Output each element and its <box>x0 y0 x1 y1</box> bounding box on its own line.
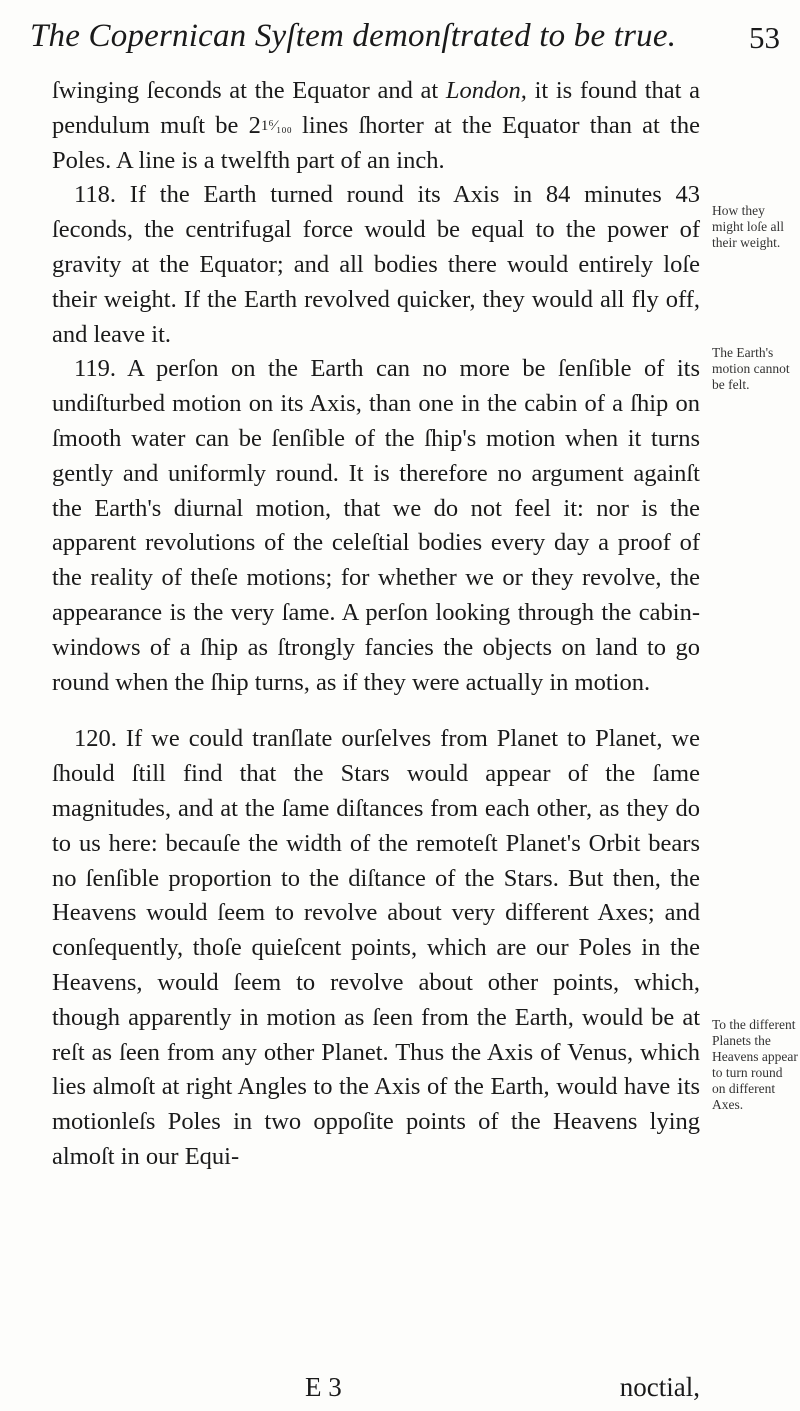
text-run: lines ſhorter at the Equator than at the Poles. A line is a twelfth part of an inch. <box>52 111 700 174</box>
main-text-column <box>52 74 700 1175</box>
margin-note-weight: How they might loſe all their weight. <box>712 203 784 250</box>
page-number: 53 <box>749 20 780 55</box>
fraction: 1⁶⁄₁₀₀ <box>260 117 292 134</box>
paragraph-continuation <box>52 74 700 178</box>
paragraph-118: 118. If the Earth turned round its Axis in 84 minutes 43 ſeconds, the centrifugal force would be equal to the power of gravity at the Equator; and all bodies there would entirely loſe their weight. If the Earth revolved quicker, they would all fly off, and leave it. <box>52 181 700 348</box>
page-header <box>30 12 780 62</box>
paragraph-120: 120. If we could tranſlate ourſelves from Planet to Planet, we ſhould ſtill find that the Stars would appear of the ſame magnitudes, and at the ſame diſtances from each other, as they do to us here: becauſe the width of the remoteſt Planet's Orbit bears no ſenſible proportion to the diſtance of the Stars. But then, the Heavens would ſeem to revolve about very different Axes; and conſequently, thoſe quieſcent points, which are our Poles in the Heavens, would ſeem to revolve about other points, which, though apparently in motion as ſeen from the Earth, would be at reſt as ſeen from any other Planet. Thus the Axis of Venus, which lies almoſt at right Angles to the Axis of the Earth, would have its motionleſs Poles in two oppoſite points of the Heavens lying almoſt in our Equi- <box>52 725 700 1170</box>
paragraph-gap <box>52 700 700 722</box>
place-name-london: London, <box>445 77 527 104</box>
signature-mark: E 3 <box>305 1372 342 1402</box>
paragraph-119: 119. A perſon on the Earth can no more be ſenſible of its undiſturbed motion on its Axis, than one in the cabin of a ſhip on ſmooth water can be ſenſible of the ſhip's motion when it turns gently and uniformly round. It is therefore no argument againſt the Earth's diurnal motion, that we do not feel it: nor is the apparent revolutions of the celeſtial bodies every day a proof of the reality of theſe motions; for whether we or they revolve, the appearance is the very ſame. A perſon looking through the cabin-windows of a ſhip as ſtrongly fancies the objects on land to go round when the ſhip turns, as if they were actually in motion. <box>52 355 700 696</box>
margin-note-motion: The Earth's motion cannot be felt. <box>712 345 790 392</box>
margin-note-axes: To the different Planets the Heavens appear to turn round on different Axes. <box>712 1017 798 1112</box>
text-run: it is found that a pendulum muſt be 2 <box>52 77 700 139</box>
running-title: The Copernican Syſtem demonſtrated to be true. <box>30 18 677 54</box>
catchword: noctial, <box>619 1372 700 1402</box>
text-run: ſwinging ſeconds at the Equator and at <box>52 77 446 104</box>
